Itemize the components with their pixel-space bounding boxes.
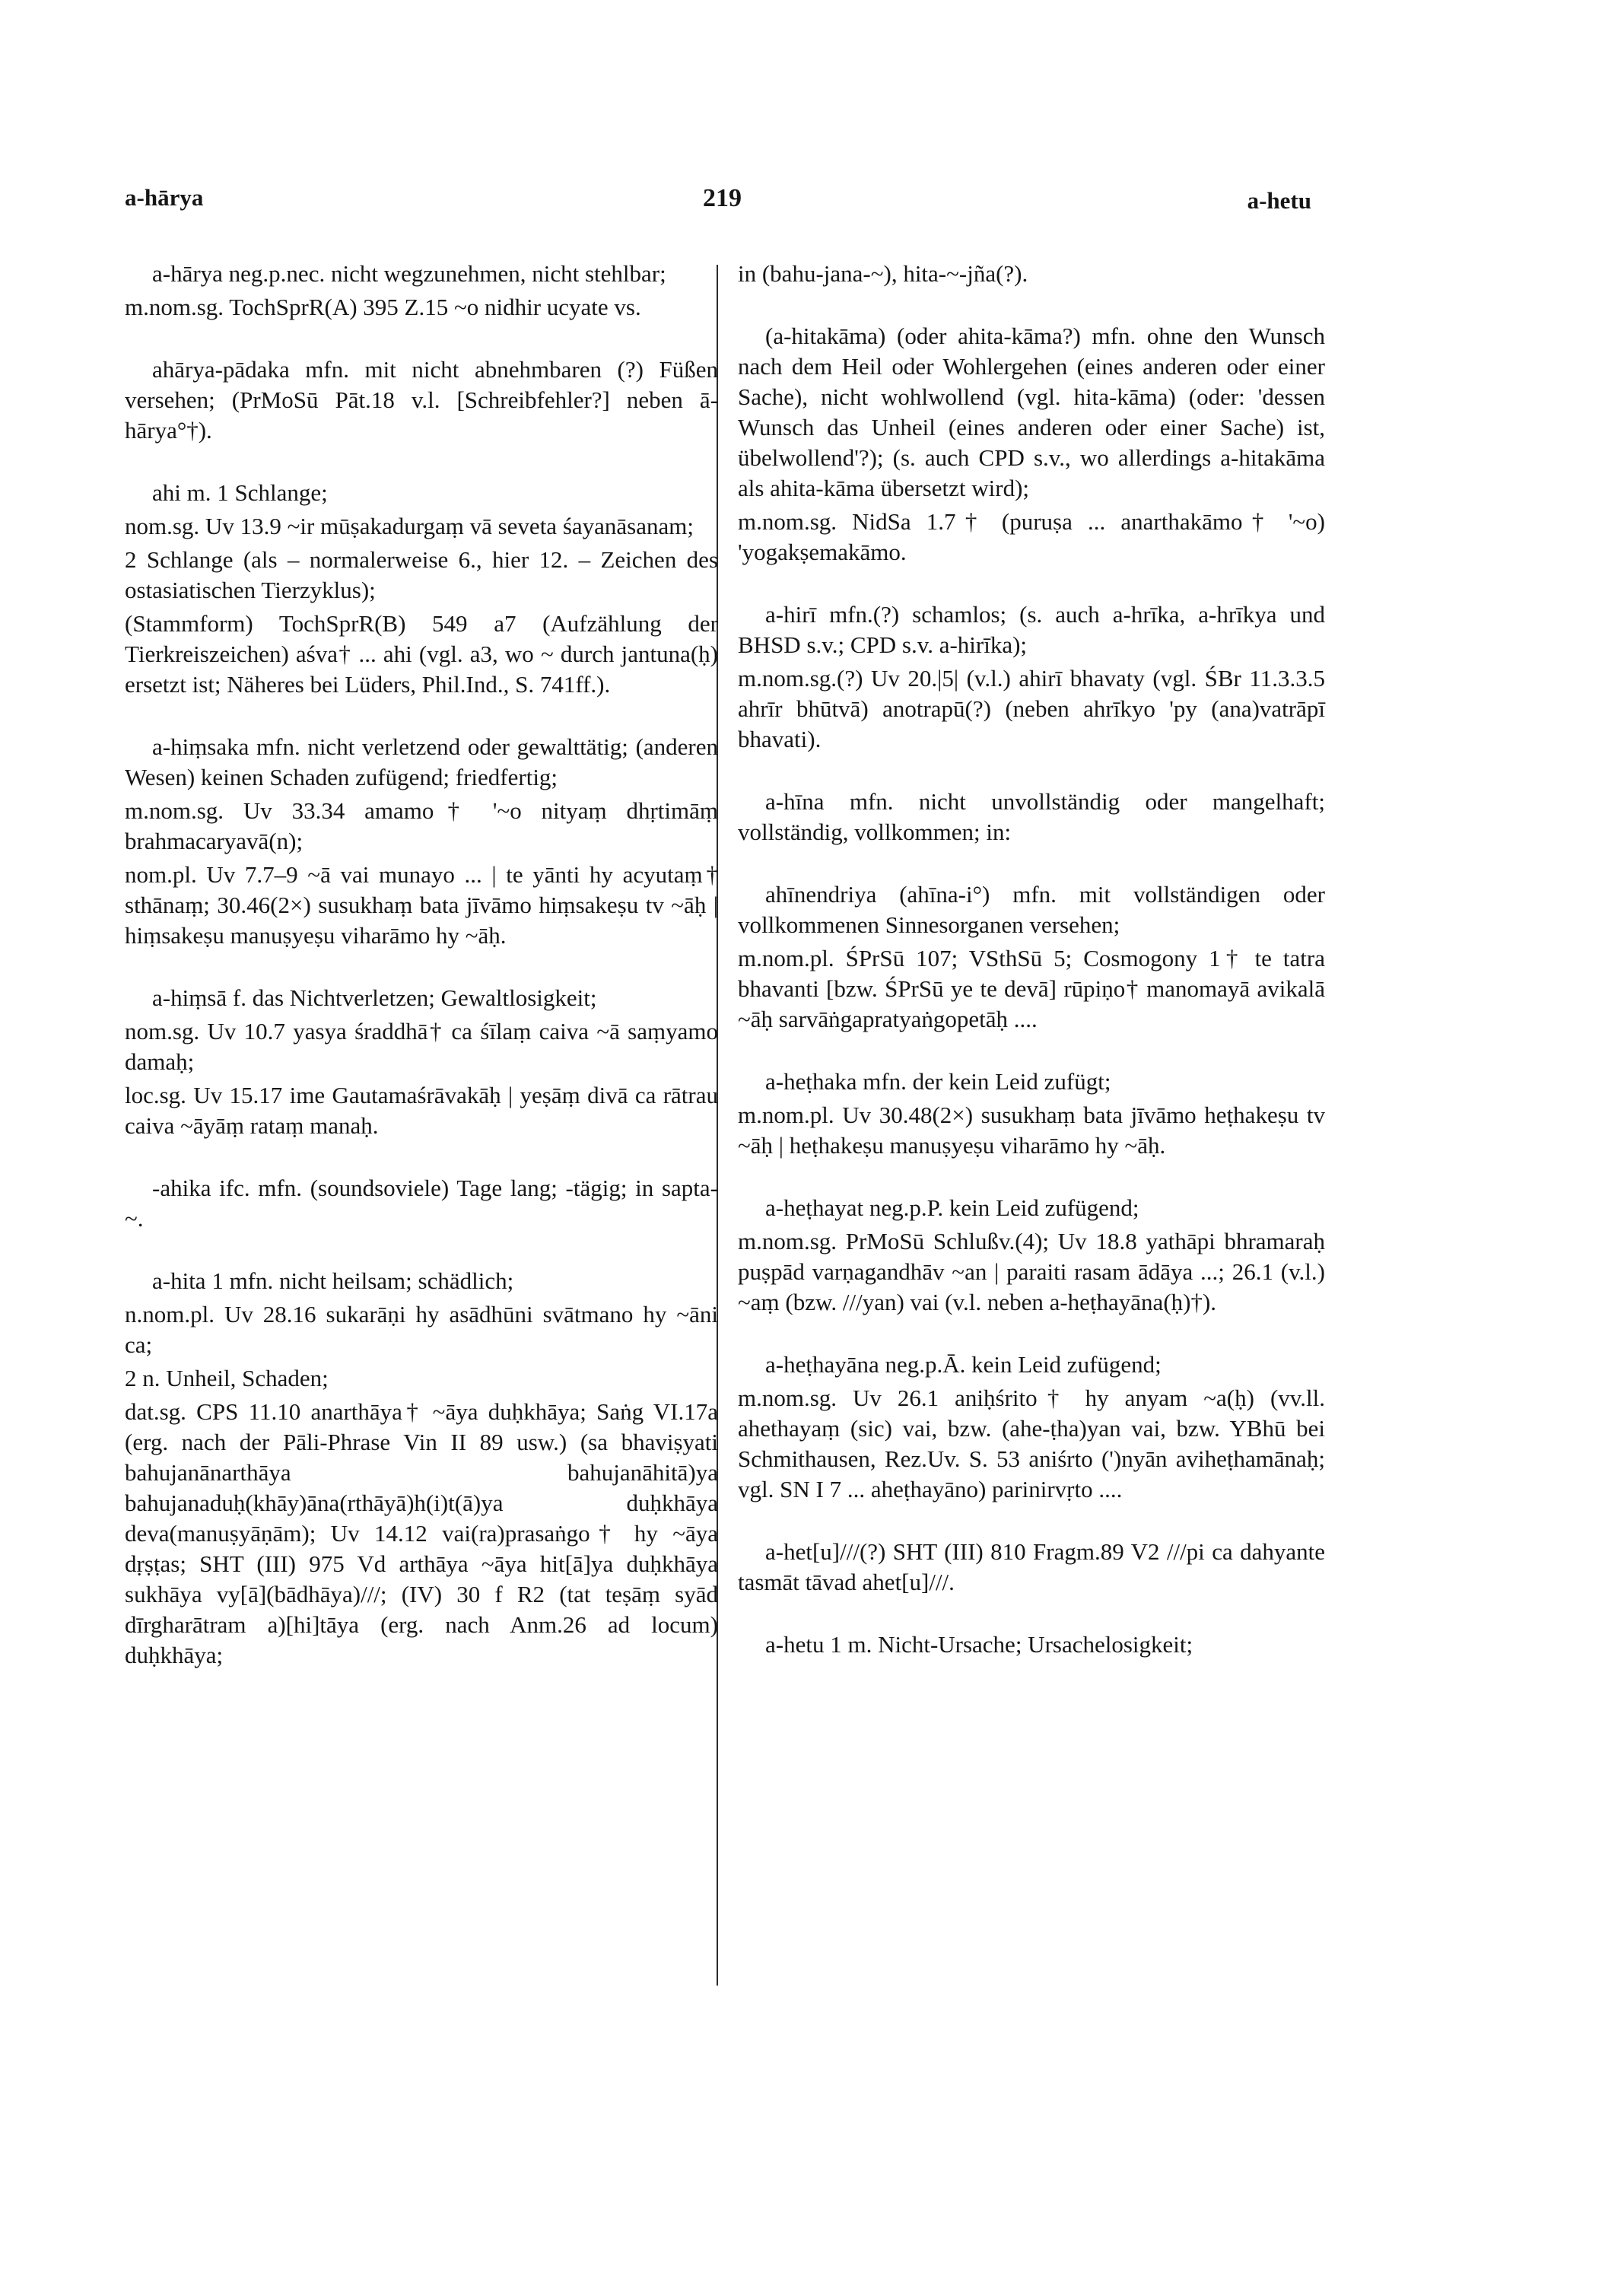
entry-citation: m.nom.sg. Uv 26.1 aniḥśrito† hy anyam ~a(ḥ) (vv.ll. ahethayaṃ (sic) vai, bzw. (ahe-ṭha)yan vai, bzw. YBhū bei Schmithausen, Rez.Uv. S. 53 aniśrto (')nyān aviheṭhamānaḥ; vgl. SN I 7 ... aheṭhayāno) parinirvṛto .... xyxy=(738,1385,1325,1502)
entry-head: ahīnendriya (ahīna-i°) mfn. mit vollständigen oder vollkommenen Sinnesorganen versehen; xyxy=(738,881,1325,938)
page-number: 219 xyxy=(703,184,742,212)
running-head-right: a-hetu xyxy=(1247,187,1311,214)
dictionary-entry xyxy=(125,259,718,323)
entry-head: a-heṭhayat neg.p.P. kein Leid zufügend; xyxy=(765,1194,1139,1221)
dictionary-entry xyxy=(738,321,1325,568)
dictionary-entry xyxy=(738,259,1325,289)
entry-head: a-heṭhaka mfn. der kein Leid zufügt; xyxy=(765,1068,1111,1095)
entry-citation: nom.sg. Uv 13.9 ~ir mūṣakadurgaṃ vā seveta śayanāsanam; xyxy=(125,513,694,539)
dictionary-entry xyxy=(125,355,718,446)
dictionary-entry xyxy=(125,1173,718,1234)
entry-citation: loc.sg. Uv 15.17 ime Gautamaśrāvakāḥ | yeṣāṃ divā ca rātrau caiva ~āyāṃ rataṃ manaḥ. xyxy=(125,1082,718,1139)
entry-citation: 2 n. Unheil, Schaden; xyxy=(125,1365,329,1391)
dictionary-entry xyxy=(738,1067,1325,1161)
entry-citation: m.nom.sg. TochSprR(A) 395 Z.15 ~o nidhir ucyate vs. xyxy=(125,294,641,320)
dictionary-entry xyxy=(738,1630,1325,1660)
entry-head: ahārya-pādaka mfn. mit nicht abnehmbaren (?) Füßen versehen; (PrMoSū Pāt.18 v.l. [Schreibfehler?] neben ā-hārya°†). xyxy=(125,356,718,444)
entry-citation: m.nom.sg. NidSa 1.7† (puruṣa ... anarthakāmo† '~o) 'yogakṣemakāmo. xyxy=(738,508,1325,565)
entry-citation: m.nom.pl. Uv 30.48(2×) susukhaṃ bata jīvāmo heṭhakeṣu tv ~āḥ | heṭhakeṣu manuṣyeṣu viharāmo hy ~āḥ. xyxy=(738,1102,1325,1159)
entry-citation: in (bahu-jana-~), hita-~-jña(?). xyxy=(738,260,1028,287)
entry-head: a-hetu 1 m. Nicht-Ursache; Ursachelosigkeit; xyxy=(765,1631,1193,1658)
entry-head: (a-hitakāma) (oder ahita-kāma?) mfn. ohne den Wunsch nach dem Heil oder Wohlergehen (eines anderen oder einer Sache), nicht wohlwollend (vgl. hita-kāma) (oder: 'dessen Wunsch das Unheil (eines anderen oder einer Sache) ist, übelwollend'?); (s. auch CPD s.v., wo allerdings a-hitakāma als ahita-kāma übersetzt wird); xyxy=(738,323,1325,501)
entry-citation: nom.sg. Uv 10.7 yasya śraddhā† ca śīlaṃ caiva ~ā saṃyamo damaḥ; xyxy=(125,1018,718,1075)
page-header xyxy=(125,176,1311,222)
entry-head: a-hita 1 mfn. nicht heilsam; schädlich; xyxy=(152,1267,514,1294)
dictionary-entry xyxy=(738,599,1325,755)
entry-head: a-hiṃsā f. das Nichtverletzen; Gewaltlosigkeit; xyxy=(152,984,597,1011)
entry-head: ahi m. 1 Schlange; xyxy=(152,479,328,506)
entry-head: a-hirī mfn.(?) schamlos; (s. auch a-hrīka, a-hrīkya und BHSD s.v.; CPD s.v. a-hirīka); xyxy=(738,601,1325,658)
entry-head: a-hiṃsaka mfn. nicht verletzend oder gewalttätig; (anderen Wesen) keinen Schaden zufügend; friedfertig; xyxy=(125,733,718,790)
dictionary-entry xyxy=(738,787,1325,847)
entry-head: -ahika ifc. mfn. (soundsoviele) Tage lang; -tägig; in sapta-~. xyxy=(125,1175,718,1232)
entry-citation: nom.pl. Uv 7.7–9 ~ā vai munayo ... | te yānti hy acyutaṃ† sthānaṃ; 30.46(2×) susukhaṃ bata jīvāmo hiṃsakeṣu tv ~āḥ | hiṃsakeṣu manuṣyeṣu viharāmo hy ~āḥ. xyxy=(125,861,718,949)
dictionary-entry xyxy=(125,1266,718,1671)
dictionary-entry xyxy=(738,1537,1325,1598)
right-column xyxy=(738,259,1325,1692)
entry-head: a-heṭhayāna neg.p.Ā. kein Leid zufügend; xyxy=(765,1351,1162,1378)
dictionary-entry xyxy=(125,478,718,700)
entry-citation: 2 Schlange (als – normalerweise 6., hier 12. – Zeichen des ostasiatischen Tierzyklus); xyxy=(125,546,718,603)
entry-citation: m.nom.sg. Uv 33.34 amamo† '~o nityaṃ dhṛtimāṃ brahmacaryavā(n); xyxy=(125,797,718,854)
entry-citation: m.nom.sg.(?) Uv 20.|5| (v.l.) ahirī bhavaty (vgl. ŚBr 11.3.3.5 ahrīr bhūtvā) anotrapū(?) (neben ahrīkyo 'py (ana)vatrāpī bhavati). xyxy=(738,665,1325,752)
entry-head: a-hīna mfn. nicht unvollständig oder mangelhaft; vollständig, vollkommen; in: xyxy=(738,788,1325,845)
entry-head: a-hārya neg.p.nec. nicht wegzunehmen, nicht stehlbar; xyxy=(152,260,666,287)
dictionary-entry xyxy=(125,983,718,1141)
running-head-left: a-hārya xyxy=(125,184,204,211)
entry-citation: (Stammform) TochSprR(B) 549 a7 (Aufzählung der Tierkreiszeichen) aśva† ... ahi (vgl. a3, wo ~ durch jantuna(ḥ) ersetzt ist; Näheres bei Lüders, Phil.Ind., S. 741ff.). xyxy=(125,610,718,698)
dictionary-entry xyxy=(738,1350,1325,1505)
entry-citation: m.nom.sg. PrMoSū Schlußv.(4); Uv 18.8 yathāpi bhramaraḥ puṣpād varṇagandhāv ~an | paraiti rasam ādāya ...; 26.1 (v.l.) ~aṃ (bzw. ///yan) vai (v.l. neben a-heṭhayāna(ḥ)†). xyxy=(738,1228,1325,1315)
entry-citation: m.nom.pl. ŚPrSū 107; VSthSū 5; Cosmogony 1† te tatra bhavanti [bzw. ŚPrSū ye te devā] rūpiṇo† manomayā avikalā ~āḥ sarvāṅgapratyaṅgopetāḥ .... xyxy=(738,945,1325,1032)
dictionary-entry xyxy=(738,879,1325,1035)
entry-head: a-het[u]///(?) SHT (III) 810 Fragm.89 V2 ///pi ca dahyante tasmāt tāvad ahet[u]///. xyxy=(738,1538,1325,1595)
dictionary-entry xyxy=(738,1193,1325,1318)
entry-citation: n.nom.pl. Uv 28.16 sukarāṇi hy asādhūni svātmano hy ~āni ca; xyxy=(125,1301,718,1358)
left-column xyxy=(125,259,718,1703)
dictionary-entry xyxy=(125,732,718,951)
entry-citation: dat.sg. CPS 11.10 anarthāya† ~āya duḥkhāya; Saṅg VI.17a (erg. nach der Pāli-Phrase Vin II 89 usw.) (sa bhaviṣyati bahujanānarthāya bahujanāhitā)ya bahujanaduḥ(khāy)āna(rthāyā)h(i)t(ā)ya duḥkhāya deva(manuṣyāṇām); Uv 14.12 vai(ra)prasaṅgo† hy ~āya dṛṣṭas; SHT (III) 975 Vd arthāya ~āya hit[ā]ya duḥkhāya sukhāya vy[ā](bādhāya)///; (IV) 30 f R2 (tat teṣāṃ syād dīrgharātram a)[hi]tāya (erg. nach Anm.26 ad locum) duḥkhāya; xyxy=(125,1398,718,1668)
